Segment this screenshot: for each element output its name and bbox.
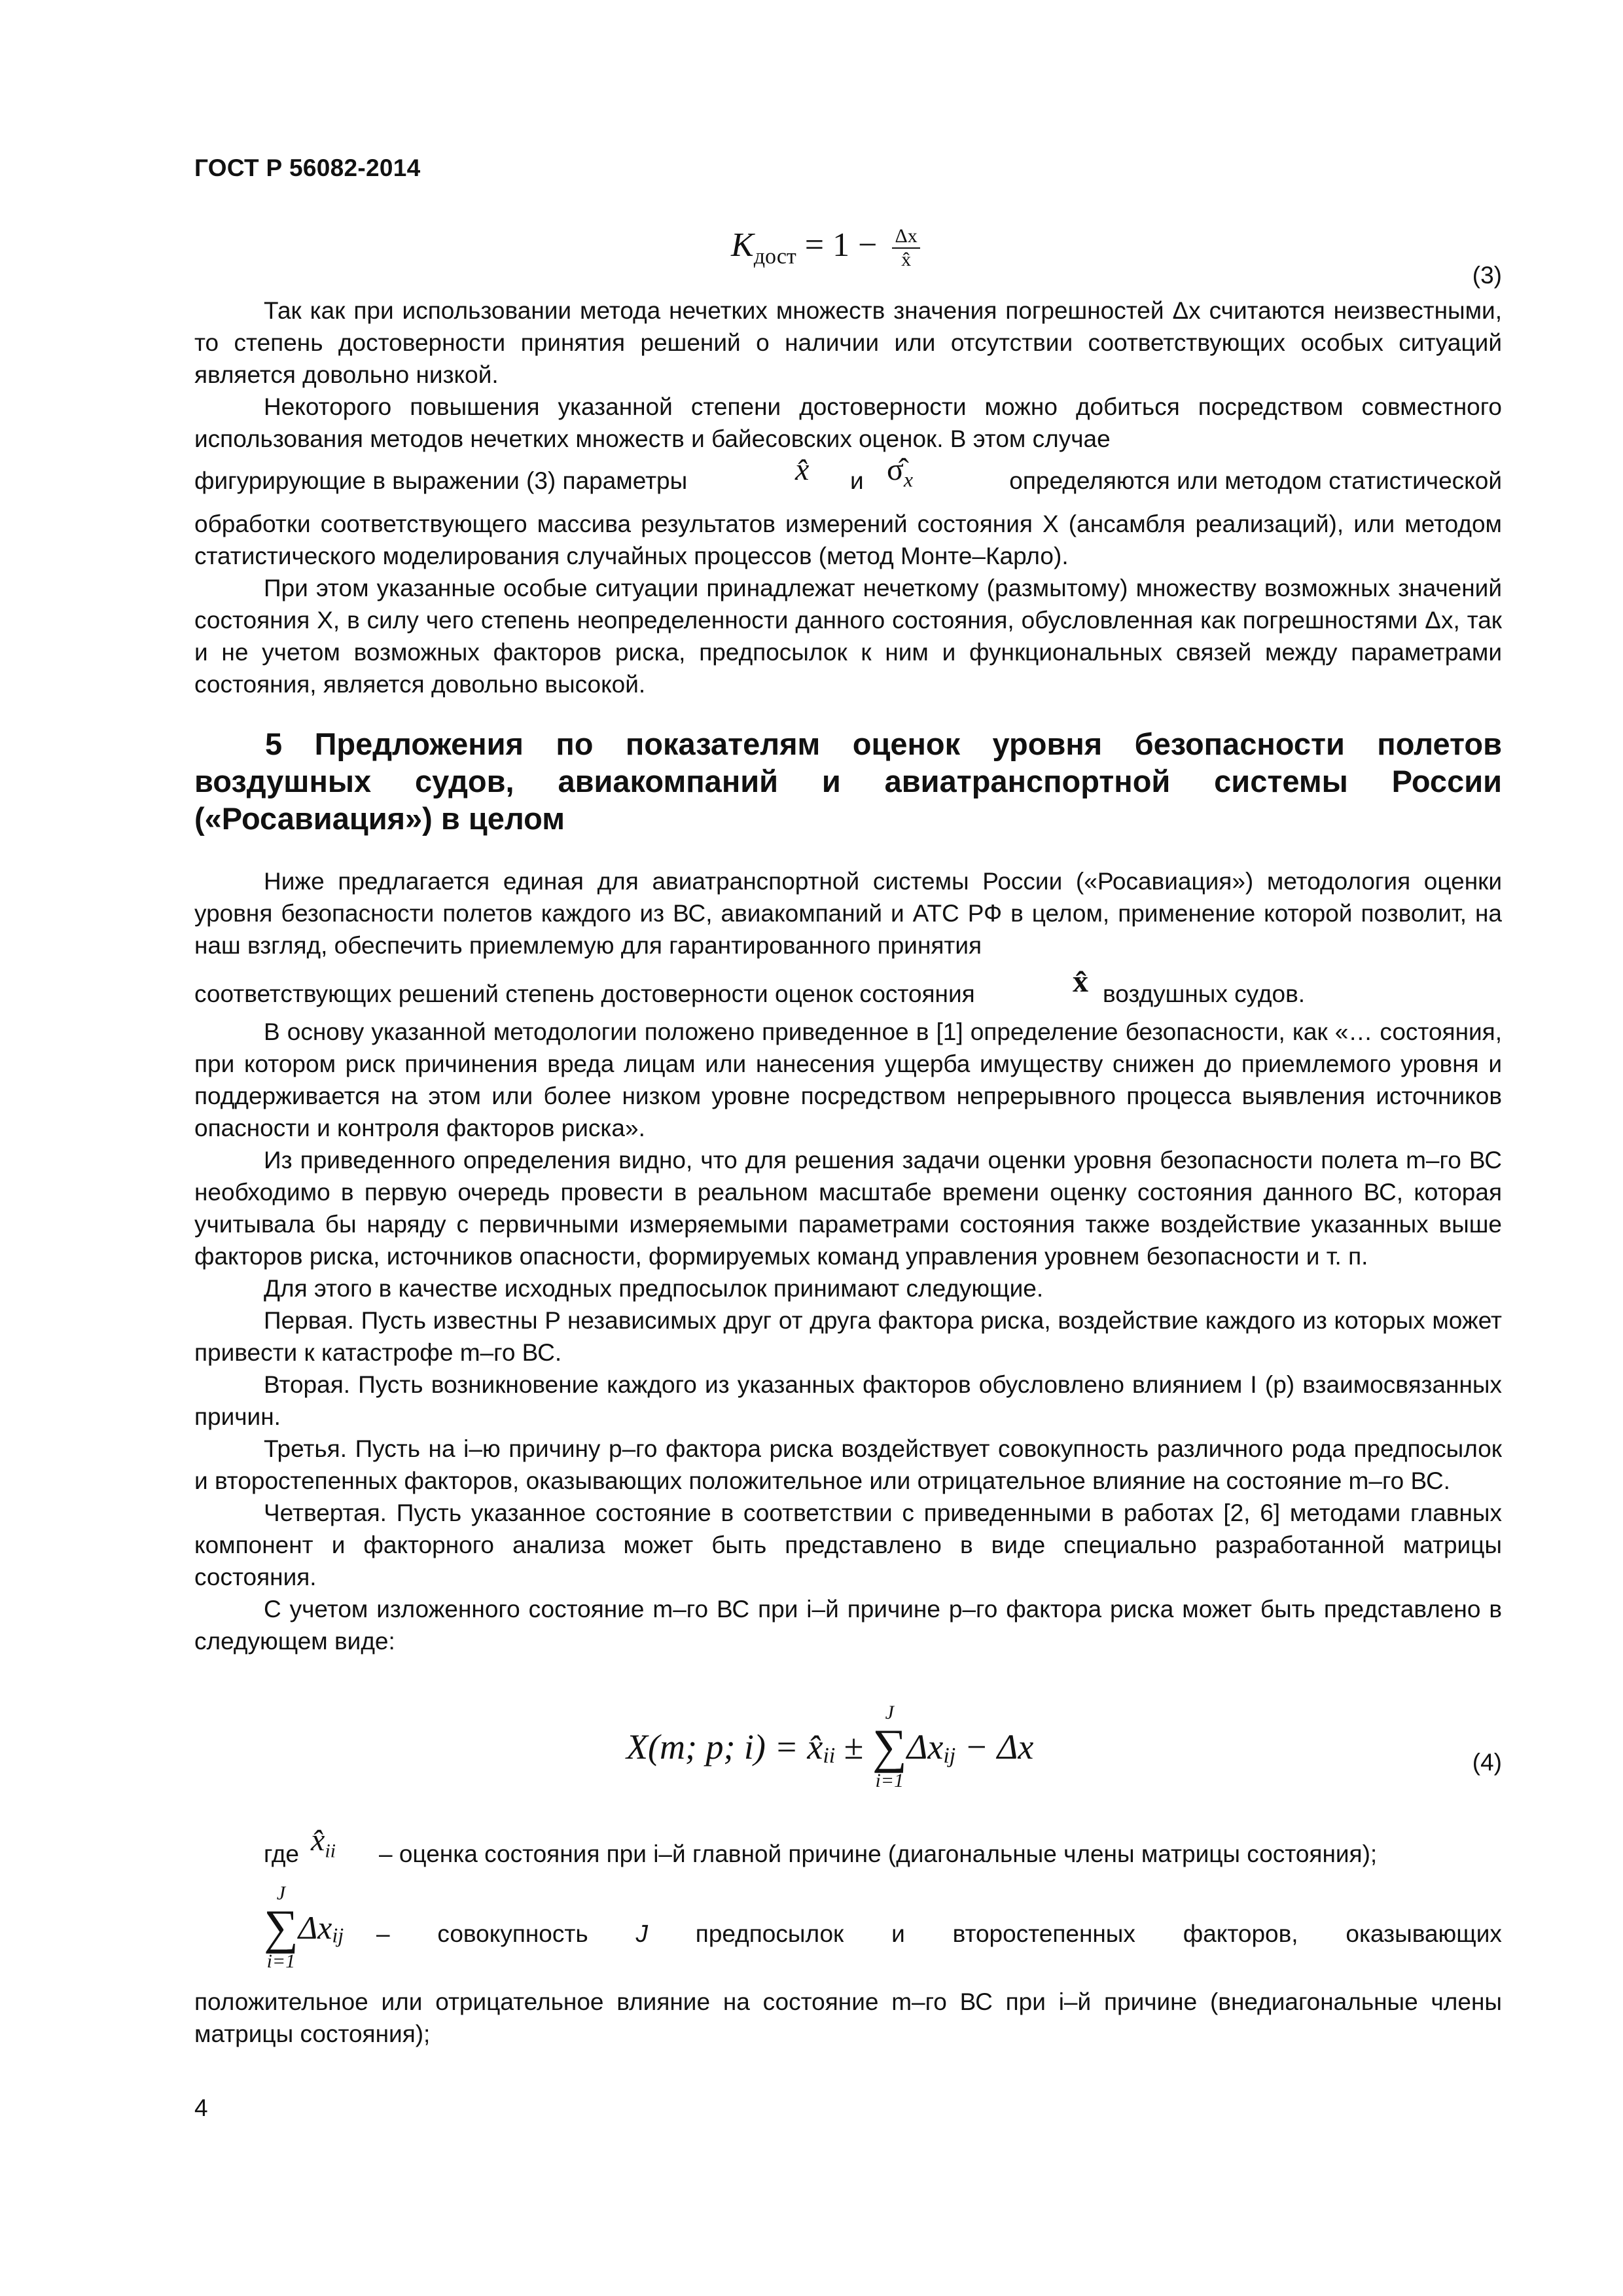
paragraph: Вторая. Пусть возникновение каждого из указанных факторов обусловлено влиянием I (p) взаимосвязанных причин.	[194, 1371, 1502, 1430]
summation-icon: ∑	[872, 1720, 907, 1774]
formula-4-lhs: X(m; p; i) = x̂	[626, 1727, 823, 1767]
word: факторов,	[1183, 1920, 1298, 1947]
word: оказывающих	[1346, 1920, 1502, 1947]
parameters-line-text-after: определяются или методом статистической	[1009, 467, 1502, 494]
paragraph: Первая. Пусть известны P независимых друг от друга фактора риска, воздействие каждого из которых может привести к катастрофе m–го ВС.	[194, 1307, 1502, 1366]
sum-definition-upper: J	[276, 1882, 286, 1904]
paragraph: Третья. Пусть на i–ю причину p–го фактора риска воздействует совокупность различного рода предпосылок и второстепенных факторов, оказывающих положительное или отрицательное влияние на состояние m–го ВС.	[194, 1435, 1502, 1494]
formula-4-number: (4)	[1472, 1749, 1502, 1776]
where-line	[194, 1822, 1502, 1874]
paragraph: обработки соответствующего массива результатов измерений состояния X (ансамбля реализаций), или методом статистического моделирования случайных процессов (метод Монте–Карло).	[194, 511, 1502, 569]
document-code-header: ГОСТ Р 56082-2014	[194, 154, 421, 181]
symbol-x-hat: x̂	[795, 452, 810, 487]
formula-3-denominator: x̂	[901, 249, 912, 270]
sum-definition-term-subscript: ij	[332, 1923, 344, 1947]
formula-4-lhs-subscript: ii	[823, 1744, 836, 1768]
sum-definition-lower: i=1	[266, 1950, 296, 1972]
symbol-x-hat-base: x̂	[311, 1823, 325, 1857]
text-block-mid	[194, 508, 1502, 700]
paragraph: Ниже предлагается единая для авиатранспортной системы России («Росавиация») методология оценки уровня безопасности полетов каждого из ВС, авиакомпаний и АТС РФ в целом, применение которой позволит, на наш взгляд, обеспечить приемлемую для гарантированного принятия	[194, 868, 1502, 959]
where-label: где	[264, 1840, 300, 1867]
formula-4-tail: − Δx	[955, 1727, 1034, 1767]
symbol-sigma-hat-base: σ̂	[887, 452, 904, 487]
symbol-sigma-hat-subscript: x	[903, 467, 914, 492]
parameters-line	[194, 452, 1502, 504]
sum-definition-expression	[264, 1882, 344, 1973]
word: и	[891, 1920, 905, 1947]
symbol-sigma-hat	[887, 452, 913, 492]
paragraph: положительное или отрицательное влияние на состояние m–го ВС при i–й причине (внедиагональные члены матрицы состояния);	[194, 1988, 1502, 2047]
sum-definition-continuation-block	[194, 1986, 1502, 2050]
formula-4-expression	[626, 1702, 1033, 1792]
sum-definition-sum	[264, 1882, 298, 1973]
sum-definition-words	[376, 1920, 1502, 1948]
formula-4-sum-lower: i=1	[875, 1770, 904, 1791]
formula-4-sum-upper: J	[885, 1702, 894, 1723]
paragraph: При этом указанные особые ситуации принадлежат нечеткому (размытому) множеству возможных значений состояния X, в силу чего степень неопределенности данного состояния, обусловленная как погрешностями Δx, так и не учетом возможных факторов риска, предпосылок к ним и функциональных связей между параметрами состояния, является довольно высокой.	[194, 575, 1502, 698]
formula-3-numerator: Δx	[892, 225, 919, 249]
formula-4-plus-minus: ±	[835, 1727, 872, 1767]
formula-3-lhs: K	[731, 226, 754, 264]
paragraph: Из приведенного определения видно, что для решения задачи оценки уровня безопасности полета m–го ВС необходимо в первую очередь провести в реальном масштабе времени оценку состояния данного ВС, которая учитывала бы наряду с первичными измеряемыми параметрами состояния также воздействие указанных выше факторов риска, источников опасности, формируемых команд управления уровнем безопасности и т. п.	[194, 1147, 1502, 1270]
formula-4	[194, 1702, 1502, 1813]
paragraph: Так как при использовании метода нечетких множеств значения погрешностей Δx считаются неизвестными, то степень достоверности принятия решений о наличии или отсутствии соответствующих особых ситуаций является довольно низкой.	[194, 297, 1502, 388]
paragraph: Некоторого повышения указанной степени достоверности можно добиться посредством совместного использования методов нечетких множеств и байесовских оценок. В этом случае	[194, 393, 1502, 452]
word: J	[635, 1920, 648, 1947]
sum-definition-dash: –	[376, 1920, 390, 1947]
parameters-line-text-before: фигурирующие в выражении (3) параметры	[194, 467, 688, 494]
state-line-text-before: соответствующих решений степень достоверности оценок состояния	[194, 980, 975, 1007]
word: предпосылок	[695, 1920, 844, 1947]
sum-definition	[194, 1882, 1502, 1981]
formula-4-term-subscript: ij	[943, 1744, 956, 1768]
formula-3-lhs-subscript: дост	[753, 244, 796, 269]
state-estimate-line	[194, 966, 1502, 1013]
state-line-text-after: воздушных судов.	[1103, 980, 1306, 1007]
formula-3-operator: = 1 −	[796, 226, 886, 264]
text-block-body	[194, 1016, 1502, 1657]
sum-definition-term: Δx	[298, 1909, 332, 1946]
section-5-title: 5 Предложения по показателям оценок уровня безопасности полетов воздушных судов, авиакомпаний и авиатранспортной системы России («Росавиация») в целом	[194, 726, 1502, 836]
formula-3-fraction	[892, 225, 919, 271]
paragraph: Для этого в качестве исходных предпосылок принимают следующие.	[264, 1275, 1044, 1302]
parameters-line-and: и	[850, 467, 864, 494]
word: совокупность	[437, 1920, 588, 1947]
formula-4-term: Δx	[906, 1727, 944, 1767]
summation-icon: ∑	[264, 1901, 298, 1954]
formula-3-expression	[731, 225, 920, 271]
paragraph: В основу указанной методологии положено приведенное в [1] определение безопасности, как «… состояния, при котором риск причинения вреда лицам или нанесения ущерба имуществу снижен до приемлемого уровня и поддерживается на этом или более низком уровне посредством непрерывного процесса выявления источников опасности и контроля факторов риска».	[194, 1018, 1502, 1141]
symbol-x-hat-ii	[311, 1822, 336, 1863]
word: второстепенных	[952, 1920, 1135, 1947]
formula-3-number: (3)	[1472, 262, 1502, 289]
symbol-x-hat: x̂	[1073, 964, 1088, 999]
paragraph: Четвертая. Пусть указанное состояние в соответствии с приведенными в работах [2, 6] методами главных компонент и факторного анализа может быть представлено в виде специально разработанной матрицы состояния.	[194, 1499, 1502, 1590]
paragraph: С учетом изложенного состояние m–го ВС при i–й причине p–го фактора риска может быть представлено в следующем виде:	[194, 1596, 1502, 1655]
section-intro-block	[194, 865, 1502, 961]
where-description: – оценка состояния при i–й главной причине (диагональные члены матрицы состояния);	[379, 1840, 1378, 1867]
formula-4-sum	[872, 1702, 907, 1792]
page-number: 4	[194, 2094, 208, 2121]
symbol-x-hat-subscript: ii	[325, 1840, 336, 1862]
text-block-top	[194, 295, 1502, 455]
formula-3	[194, 213, 1502, 289]
